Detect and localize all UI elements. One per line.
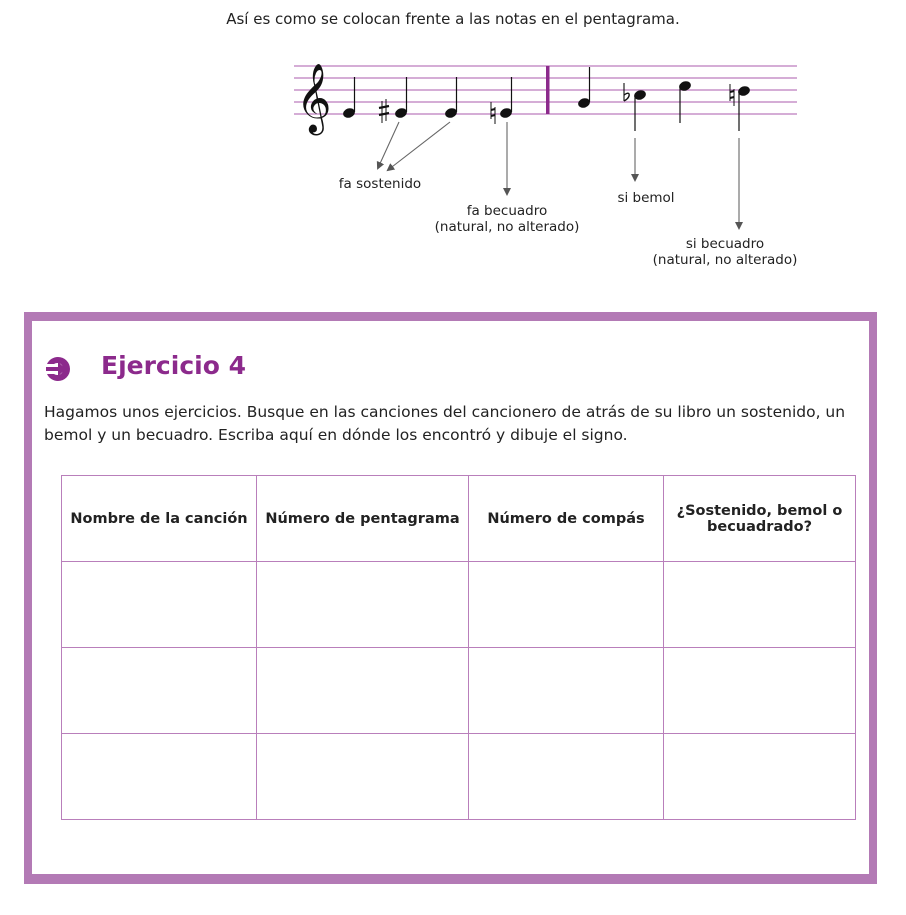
header-accidental-type: ¿Sostenido, bemol o becuadrado? <box>664 476 856 562</box>
label-si-becuadro <box>638 236 812 268</box>
note-sol <box>577 67 591 109</box>
note-fa-becuadro <box>499 77 513 119</box>
table-cell[interactable] <box>664 648 856 734</box>
label-si-becuadro-line2: (natural, no alterado) <box>652 252 798 268</box>
note-si-bemol <box>633 89 647 131</box>
arrow-fa-sostenido-1 <box>378 122 399 168</box>
treble-clef-icon: 𝄞 <box>296 63 332 133</box>
label-fa-becuadro-line2: (natural, no alterado) <box>434 219 580 235</box>
table-cell[interactable] <box>257 648 469 734</box>
table-cell[interactable] <box>62 562 257 648</box>
barline <box>546 66 550 114</box>
label-si-becuadro-line1: si becuadro <box>685 236 765 252</box>
note-fa-sostenido <box>394 77 408 119</box>
table-row <box>62 734 856 820</box>
table-cell[interactable] <box>469 734 664 820</box>
table-cell[interactable] <box>469 562 664 648</box>
arrow-right-circle-icon <box>46 357 74 381</box>
exercise-title: Ejercicio 4 <box>101 351 246 380</box>
table-cell[interactable] <box>62 648 257 734</box>
intro-text: Así es como se colocan frente a las notas en el pentagrama. <box>226 10 680 28</box>
header-staff-number: Número de pentagrama <box>257 476 469 562</box>
table-cell[interactable] <box>664 734 856 820</box>
arrow-fa-sostenido-2 <box>388 122 450 170</box>
note-fa <box>444 77 458 119</box>
table-cell[interactable] <box>257 562 469 648</box>
label-fa-sostenido: fa sostenido <box>338 176 422 192</box>
header-measure-number: Número de compás <box>469 476 664 562</box>
note-mi <box>342 77 356 119</box>
table-cell[interactable] <box>469 648 664 734</box>
table-cell[interactable] <box>257 734 469 820</box>
note-si-becuadro <box>737 85 751 131</box>
exercise-frame <box>24 312 877 884</box>
label-fa-becuadro-line1: fa becuadro <box>466 203 548 219</box>
table-cell[interactable] <box>664 562 856 648</box>
label-si-bemol: si bemol <box>617 190 675 206</box>
table-row <box>62 562 856 648</box>
flat-icon <box>624 83 629 101</box>
answer-table <box>61 475 856 820</box>
natural-icon <box>491 102 495 124</box>
table-row <box>62 648 856 734</box>
label-fa-becuadro <box>420 203 594 235</box>
table-cell[interactable] <box>62 734 257 820</box>
table-header-row <box>62 476 856 562</box>
staff-lines <box>294 66 797 114</box>
exercise-instructions: Hagamos unos ejercicios. Busque en las canciones del cancionero de atrás de su libro un sostenido, un bemol y un becuadro. Escriba aquí en dónde los encontró y dibuje el signo. <box>44 403 846 444</box>
header-song-name: Nombre de la canción <box>62 476 257 562</box>
